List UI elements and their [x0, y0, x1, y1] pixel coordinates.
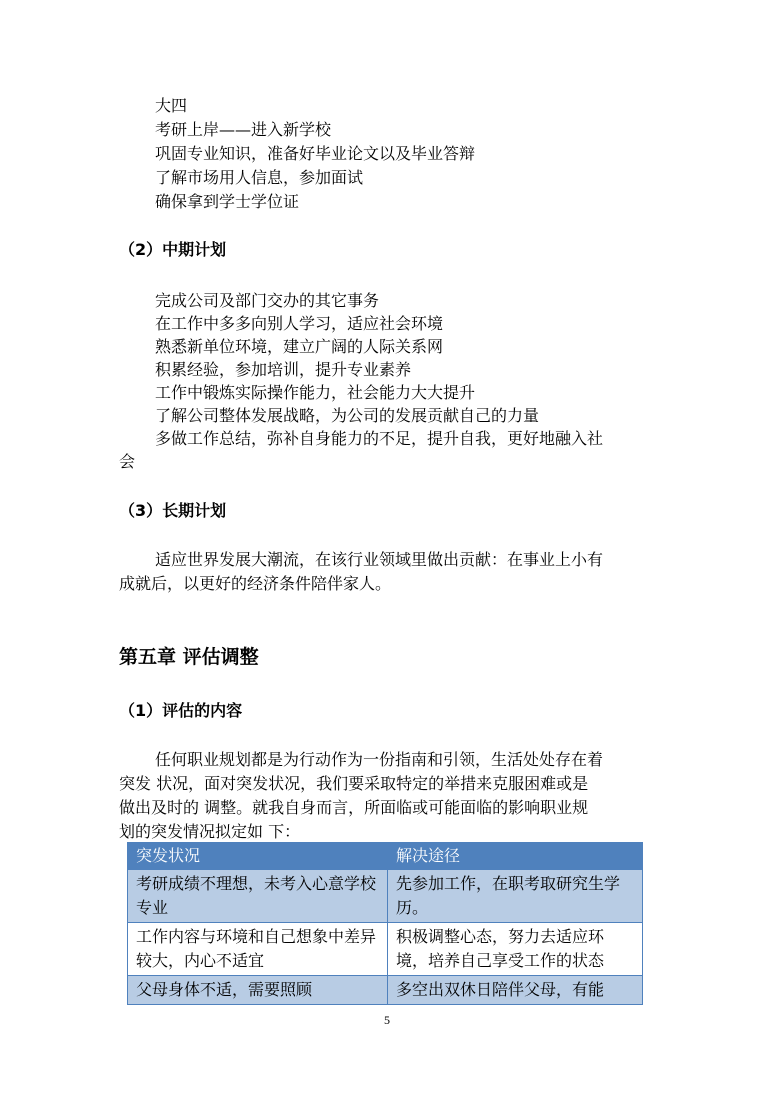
mid-plan-item-2: 在工作中多多向别人学习，适应社会环境 — [155, 314, 444, 333]
table-row — [128, 870, 643, 923]
table-cell: 考研成绩不理想，未考入心意学校专业 — [128, 870, 388, 923]
table-cell: 先参加工作，在职考取研究生学历。 — [388, 870, 643, 923]
para-line-3: 做出及时的 调整。就我自身而言，所面临或可能面临的影响职业规 — [119, 798, 589, 817]
para-line-1: 任何职业规划都是为行动作为一份指南和引领，生活处处存在着 — [155, 750, 604, 769]
year4-item-1: 考研上岸——进入新学校 — [155, 120, 332, 139]
mid-plan-item-7: 多做工作总结，弥补自身能力的不足，提升自我，更好地融入社 — [155, 429, 604, 448]
table-cell: 父母身体不适，需要照顾 — [128, 976, 388, 1005]
year4-item-2: 巩固专业知识，准备好毕业论文以及毕业答辩 — [155, 144, 476, 163]
year4-item-3: 了解市场用人信息，参加面试 — [155, 168, 364, 187]
mid-plan-item-3: 熟悉新单位环境，建立广阔的人际关系网 — [155, 337, 444, 356]
table-header-cell: 解决途径 — [388, 843, 643, 870]
table-cell: 工作内容与环境和自己想象中差异较大，内心不适宜 — [128, 923, 388, 976]
mid-plan-item-4: 积累经验，参加培训，提升专业素养 — [155, 360, 412, 379]
table-cell: 多空出双休日陪伴父母，有能 — [388, 976, 643, 1005]
para-line-4: 划的突发情况拟定如 下： — [119, 822, 301, 841]
contingency-table — [127, 842, 643, 1005]
para-line-2: 突发 状况，面对突发状况，我们要采取特定的举措来克服困难或是 — [119, 774, 589, 793]
table-row — [128, 976, 643, 1005]
long-plan-line-2: 成就后，以更好的经济条件陪伴家人。 — [119, 574, 392, 593]
mid-plan-item-5: 工作中锻炼实际操作能力，社会能力大大提升 — [155, 383, 476, 402]
mid-plan-item-6: 了解公司整体发展战略，为公司的发展贡献自己的力量 — [155, 406, 540, 425]
page-number: 5 — [384, 1013, 390, 1027]
year4-title: 大四 — [155, 96, 188, 115]
table-header-cell: 突发状况 — [128, 843, 388, 870]
table-row — [128, 923, 643, 976]
chapter-title: 第五章 评估调整 — [119, 646, 259, 668]
year4-item-4: 确保拿到学士学位证 — [155, 192, 300, 211]
long-plan-heading: （3）长期计划 — [119, 501, 227, 520]
mid-plan-item-7-cont: 会 — [119, 452, 136, 471]
mid-plan-heading: （2）中期计划 — [119, 240, 227, 259]
mid-plan-item-1: 完成公司及部门交办的其它事务 — [155, 291, 380, 310]
table-cell: 积极调整心态，努力去适应环境，培养自己享受工作的状态 — [388, 923, 643, 976]
table-header-row — [128, 843, 643, 870]
section-heading: （1）评估的内容 — [119, 701, 243, 720]
long-plan-line-1: 适应世界发展大潮流，在该行业领域里做出贡献：在事业上小有 — [155, 550, 604, 569]
